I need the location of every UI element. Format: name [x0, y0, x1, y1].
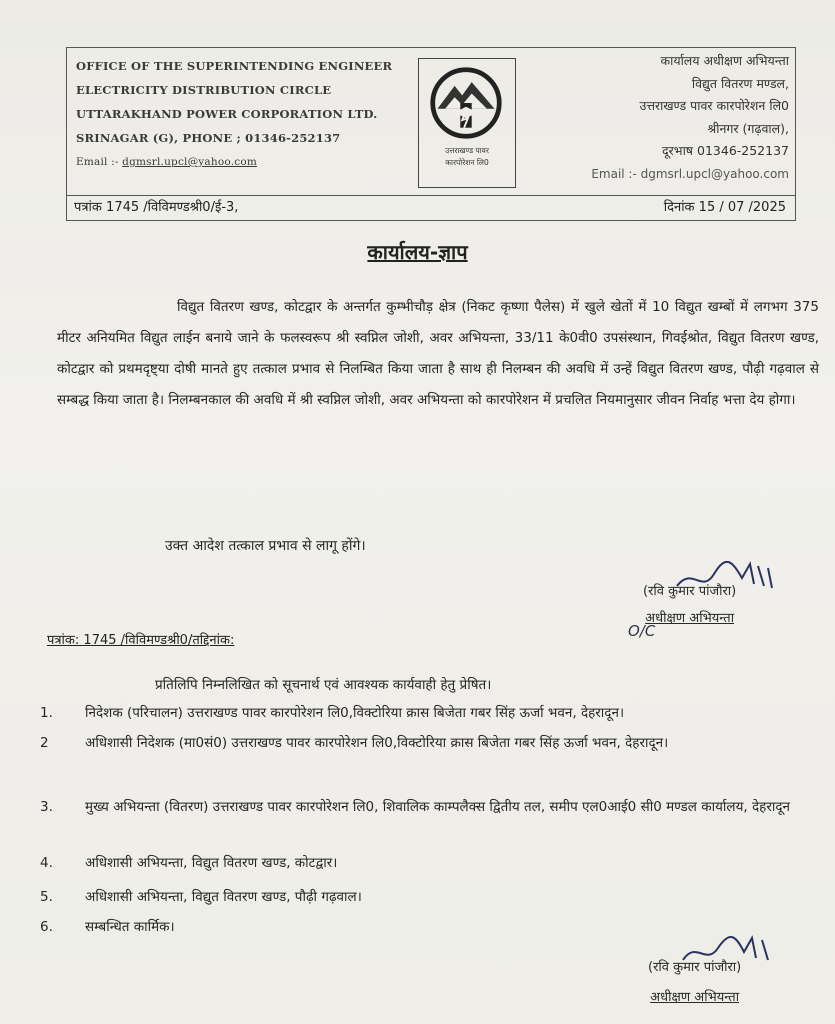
corporation-name-hindi: उत्तराखण्ड पावर कारपोरेशन लि0 — [639, 98, 789, 113]
copy-reference: पत्रांक: 1745 /विविमण्डश्री0/तद्दिनांक: — [47, 633, 235, 648]
list-number: 6. — [40, 919, 53, 935]
signatory-designation-2: अधीक्षण अभियन्ता — [650, 990, 740, 1005]
list-number: 1. — [40, 705, 53, 721]
office-name-hindi: कार्यालय अधीक्षण अभियन्ता — [660, 53, 789, 68]
list-text: अधिशासी अभियन्ता, विद्युत वितरण खण्ड, कोटद्वार। — [85, 855, 338, 871]
circle-name-hindi: विद्युत वितरण मण्डल, — [691, 75, 789, 91]
list-text: अधिशासी अभियन्ता, विद्युत वितरण खण्ड, पौढ़ी गढ़वाल। — [85, 889, 362, 905]
email-line — [76, 150, 406, 174]
upcl-logo-icon — [428, 65, 504, 141]
logo-box — [418, 58, 516, 188]
oc-note: O/C — [628, 622, 656, 640]
logo-caption — [419, 145, 515, 169]
reference-row — [66, 195, 796, 220]
body-paragraph: विद्युत वितरण खण्ड, कोटद्वार के अन्तर्गत कुम्भीचौड़ क्षेत्र (निकट कृष्णा पैलेस) में खुले खेतों में 10 विद्युत खम्बों में लगभग 375 मीटर अनियमित विद्युत लाईन बनाये जाने के फलस्वरूप श्री स्वप्निल जोशी, अवर अभियन्ता, 33/11 के0वी0 उपसंस्थान, गिवईश्रोत, विद्युत वितरण खण्ड, कोटद्वार को प्रथमदृष्ट्या दोषी मानते हुए तत्काल प्रभाव से निलम्बित किया जाता है साथ ही निलम्बन की अवधि में उन्हें विद्युत वितरण खण्ड, पौढ़ी गढ़वाल से सम्बद्ध किया जाता है। निलम्बनकाल की अवधि में श्री स्वप्निल जोशी, अवर अभियन्ता को कारपोरेशन में प्रचलित नियमानुसार जीवन निर्वाह भत्ता देय होगा। — [57, 299, 819, 408]
email-right: Email :- dgmsrl.upcl@yahoo.com — [591, 166, 789, 181]
list-number: 4. — [40, 855, 53, 871]
city-hindi: श्रीनगर (गढ़वाल), — [707, 120, 789, 136]
signature-block-1 — [643, 578, 736, 632]
list-text: निदेशक (परिचालन) उत्तराखण्ड पावर कारपोरेशन लि0,विक्टोरिया क्रास बिजेता गबर सिंह ऊर्जा भवन, देहरादून। — [85, 705, 625, 721]
list-text: सम्बन्धित कार्मिक। — [85, 919, 175, 935]
signatory-name: (रवि कुमार पांजौरा) — [643, 584, 737, 599]
reference-number: पत्रांक 1745 /विविमण्डश्री0/ई-3, — [74, 200, 239, 215]
email-label: Email :- — [76, 156, 119, 168]
list-number: 5. — [40, 889, 53, 905]
email-address: dgmsrl.upcl@yahoo.com — [122, 156, 258, 168]
signatory-name-2: (रवि कुमार पांजौरा) — [648, 960, 742, 975]
office-name: OFFICE OF THE SUPERINTENDING ENGINEER — [76, 59, 393, 73]
signature-block-2 — [648, 953, 741, 1013]
list-text: अधिशासी निदेशक (मा0सं0) उत्तराखण्ड पावर कारपोरेशन लि0,विक्टोरिया क्रास बिजेता गबर सिंह ऊर्जा भवन, देहरादून। — [85, 735, 669, 751]
document-title: कार्यालय-ज्ञाप — [367, 240, 468, 264]
reference-date: दिनांक 15 / 07 /2025 — [663, 200, 786, 215]
logo-caption-line-2: कारपोरेशन लि0 — [445, 158, 489, 167]
order-line: उक्त आदेश तत्काल प्रभाव से लागू होंगे। — [165, 538, 366, 554]
corporation-name: UTTARAKHAND POWER CORPORATION LTD. — [76, 107, 378, 121]
copy-intro: प्रतिलिपि निम्नलिखित को सूचनार्थ एवं आवश्यक कार्यवाही हेतु प्रेषित। — [155, 677, 492, 693]
address-phone: SRINAGAR (G), PHONE ; 01346-252137 — [76, 131, 341, 145]
phone-hindi: दूरभाष 01346-252137 — [662, 143, 789, 158]
list-text: मुख्य अभियन्ता (वितरण) उत्तराखण्ड पावर कारपोरेशन लि0, शिवालिक काम्पलैक्स द्वितीय तल, समीप एल0आई0 सी0 मण्डल कार्यालय, देहरादून — [85, 799, 790, 815]
list-number: 2 — [40, 735, 49, 751]
letterhead-english — [76, 54, 406, 174]
letterhead-hindi — [549, 50, 789, 185]
logo-caption-line-1: उत्तराखण्ड पावर — [445, 146, 489, 155]
signatory-designation: अधीक्षण अभियन्ता — [645, 611, 735, 626]
list-number: 3. — [40, 799, 53, 815]
circle-name: ELECTRICITY DISTRIBUTION CIRCLE — [76, 83, 332, 97]
